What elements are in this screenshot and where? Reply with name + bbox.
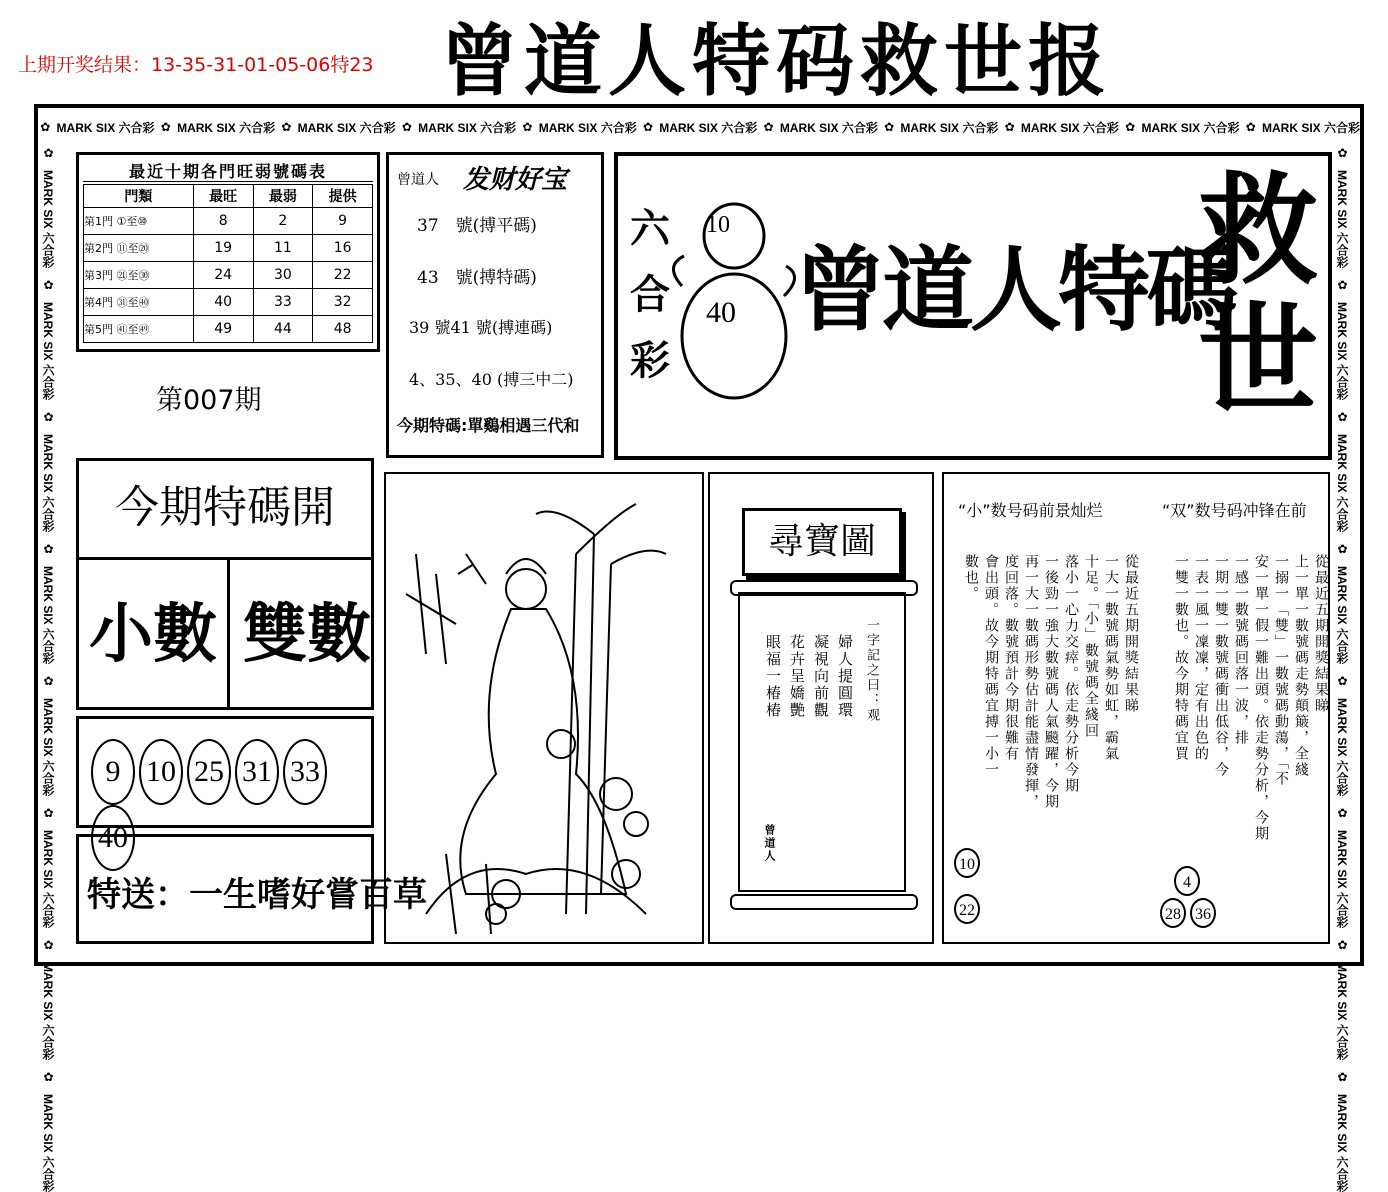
flower-ornament-icon: ✿ [1004, 120, 1015, 134]
brand-label: MARK SIX 六合彩 [538, 120, 637, 135]
recommend-number-circle: 36 [1190, 898, 1216, 928]
flower-ornament-icon: ✿ [41, 674, 56, 689]
newspaper-title: 曾道人特码救世报 [440, 16, 1113, 107]
brand-label: MARK SIX 六合彩 [1020, 120, 1119, 135]
special-code-tip: 今期特碼:單鷄相遇三代和 [397, 416, 580, 435]
table-cell: 44 [253, 316, 313, 343]
brand-label: MARK SIX 六合彩 [41, 434, 55, 533]
gourd-number-top: 10 [706, 212, 730, 238]
brand-label: MARK SIX 六合彩 [1335, 302, 1349, 401]
table-cell: 19 [193, 235, 253, 262]
brand-label: MARK SIX 六合彩 [1262, 120, 1361, 135]
flower-ornament-icon: ✿ [1335, 542, 1350, 557]
gift-panel [76, 834, 427, 944]
brand-label: MARK SIX 六合彩 [1335, 698, 1349, 797]
table-cell: 49 [193, 316, 253, 343]
tips-line: 43 號(搏特碼) [417, 268, 537, 288]
analysis-column: 從最近五期開獎結果睇 [1123, 554, 1139, 714]
gift-text: 特送：一生嗜好嘗百草 [87, 875, 427, 915]
flower-ornament-icon: ✿ [401, 120, 412, 134]
col-header: 門類 [84, 185, 194, 208]
brand-label: MARK SIX 六合彩 [1335, 962, 1349, 1061]
analysis-column: 安一單一假一難出頭。依走勢分析，今期 [1253, 554, 1269, 842]
flower-ornament-icon: ✿ [41, 146, 56, 160]
brand-label: MARK SIX 六合彩 [41, 1094, 55, 1192]
riddle-column: 花卉呈嬌艷 [788, 634, 806, 719]
analysis-heading-right: “双”数号码冲锋在前 [1162, 501, 1307, 520]
brand-label: MARK SIX 六合彩 [779, 120, 878, 135]
table-cell: 第3門 ㉑至㉚ [84, 262, 194, 289]
option-even: 雙數 [243, 597, 371, 672]
analysis-column: 一雙一數也。故今期特碼宜買 [1173, 554, 1189, 762]
table-cell: 8 [193, 208, 253, 235]
brand-label: MARK SIX 六合彩 [41, 698, 55, 797]
table-cell: 第5門 ㊶至㊾ [84, 316, 194, 343]
option-small: 小數 [89, 597, 217, 672]
panel-divider [227, 557, 230, 707]
banner-left-text: 六合彩 [630, 205, 670, 384]
flower-ornament-icon: ✿ [1335, 674, 1350, 689]
treasure-map-title: 尋寶圖 [742, 508, 902, 576]
analysis-column: 一表一風一凜凜，定有出色的 [1193, 554, 1209, 762]
brand-strip-left [40, 146, 70, 1192]
number-circle: 33 [283, 739, 327, 805]
analysis-column: 上一單一數號碼走勢顛簸，全綫 [1293, 554, 1309, 778]
analysis-column: 一期一雙一數號碼衝出低谷，今 [1213, 554, 1229, 778]
tips-line: 4、35、40 (搏三中二) [409, 370, 574, 389]
brand-label: MARK SIX 六合彩 [900, 120, 999, 135]
special-open-title: 今期特碼開 [115, 482, 335, 533]
analysis-column: 一大一數號碼氣勢如虹，霸氣 [1103, 554, 1119, 762]
flower-ornament-icon: ✿ [41, 410, 56, 425]
banner-panel [614, 152, 1332, 460]
number-circle: 31 [235, 739, 279, 805]
table-cell: 第1門 ①至⑩ [84, 208, 194, 235]
lady-with-bamboo-illustration [386, 474, 702, 942]
recommend-number-circle: 22 [954, 894, 980, 924]
analysis-panel [942, 472, 1330, 944]
flower-ornament-icon: ✿ [1125, 120, 1136, 134]
analysis-column: 一搦一「雙」一數號碼動蕩，「不 [1273, 554, 1289, 787]
brand-label: MARK SIX 六合彩 [1335, 830, 1349, 929]
flower-ornament-icon: ✿ [281, 120, 292, 134]
analysis-column: 從最近五期開獎結果睇 [1313, 554, 1329, 714]
table-cell: 第4門 ㉛至㊵ [84, 289, 194, 316]
table-cell: 2 [253, 208, 313, 235]
riddle-column: 婦人提圓環 [836, 634, 854, 719]
table-row [84, 316, 373, 343]
brand-label: MARK SIX 六合彩 [177, 120, 276, 135]
table-cell: 33 [253, 289, 313, 316]
analysis-column: 度回落。數號預計今期很難有 [1003, 554, 1019, 762]
flower-ornament-icon: ✿ [1335, 410, 1350, 425]
table-cell: 9 [313, 208, 373, 235]
riddle-column: 眼福一椿椿 [764, 634, 782, 719]
riddle-column: 一字記之曰：观 [864, 618, 879, 723]
table-cell: 第2門 ⑪至⑳ [84, 235, 194, 262]
brand-strip-top [40, 112, 1360, 142]
table-cell: 32 [313, 289, 373, 316]
table-cell: 16 [313, 235, 373, 262]
analysis-column: 一後勁一強大數號碼人氣飈躍，今期 [1043, 554, 1059, 810]
table-row [84, 235, 373, 262]
flower-ornament-icon: ✿ [1335, 938, 1350, 953]
numbers-panel [76, 716, 374, 854]
brand-label: MARK SIX 六合彩 [41, 170, 55, 269]
treasure-tips-panel [386, 152, 604, 458]
flower-ornament-icon: ✿ [642, 120, 654, 134]
brand-strip-right [1334, 146, 1360, 1192]
analysis-column: 數也。 [963, 554, 979, 602]
table-cell: 48 [313, 316, 373, 343]
banner-main-text: 曾道人特碼 [794, 236, 1235, 344]
brand-label: MARK SIX 六合彩 [297, 120, 396, 135]
number-circle: 9 [91, 739, 135, 805]
flower-ornament-icon: ✿ [1335, 146, 1350, 160]
flower-ornament-icon: ✿ [522, 120, 533, 134]
flower-ornament-icon: ✿ [41, 278, 56, 293]
flower-ornament-icon: ✿ [41, 806, 56, 821]
flower-ornament-icon: ✿ [884, 120, 895, 134]
tips-prefix: 曾道人 [397, 172, 439, 188]
number-circle: 40 [91, 805, 135, 871]
gourd-number-bottom: 40 [706, 296, 736, 329]
recommend-number-circle: 10 [954, 848, 980, 878]
table-title: 最近十期各門旺弱號碼表 [83, 159, 373, 182]
flower-ornament-icon: ✿ [1335, 806, 1350, 821]
hot-cold-table-panel [76, 152, 380, 352]
brand-label: MARK SIX 六合彩 [1335, 434, 1349, 533]
brand-label: MARK SIX 六合彩 [1335, 566, 1349, 665]
treasure-map-panel [708, 472, 934, 944]
riddle-column: 凝視向前觀 [812, 634, 830, 719]
table-cell: 40 [193, 289, 253, 316]
flower-ornament-icon: ✿ [40, 120, 51, 134]
flower-ornament-icon: ✿ [1335, 1070, 1350, 1085]
tips-title: 发财好宝 [463, 165, 568, 195]
panel-divider [79, 557, 371, 560]
table-cell: 24 [193, 262, 253, 289]
table-row [84, 262, 373, 289]
flower-ornament-icon: ✿ [41, 938, 56, 953]
col-header: 最弱 [253, 185, 313, 208]
brand-label: MARK SIX 六合彩 [56, 120, 155, 135]
analysis-heading-left: “小”数号码前景灿烂 [958, 501, 1103, 520]
table-row [84, 208, 373, 235]
analysis-column: 一感一數號碼回落一波，排 [1233, 554, 1249, 746]
flower-ornament-icon: ✿ [41, 542, 56, 557]
flower-ornament-icon: ✿ [763, 120, 774, 134]
col-header: 提供 [313, 185, 373, 208]
recommend-number-circle: 4 [1174, 866, 1200, 896]
table-cell: 22 [313, 262, 373, 289]
brand-label: MARK SIX 六合彩 [1141, 120, 1240, 135]
brand-label: MARK SIX 六合彩 [1335, 170, 1349, 269]
analysis-column: 十足。「小」數號碼全綫回 [1083, 554, 1099, 739]
analysis-column: 再一大一數碼形勢估計能盡情發揮， [1023, 554, 1039, 810]
brand-label: MARK SIX 六合彩 [1335, 1094, 1349, 1192]
banner-right-top: 救 [1198, 160, 1318, 301]
recommend-number-circle: 28 [1160, 898, 1186, 928]
brand-label: MARK SIX 六合彩 [41, 830, 55, 929]
number-circle: 10 [139, 739, 183, 805]
scroll-bottom-rod [730, 894, 918, 910]
special-open-panel [76, 458, 374, 710]
col-header: 最旺 [193, 185, 253, 208]
brand-label: MARK SIX 六合彩 [418, 120, 517, 135]
table-row [84, 289, 373, 316]
analysis-column: 會出頭。故今期特碼宜搏一小一 [983, 554, 999, 778]
last-result-text: 上期开奖结果：13-35-31-01-05-06特23 [18, 54, 374, 76]
analysis-column: 落小一心力交瘁。依走勢分析今期 [1063, 554, 1079, 794]
flower-ornament-icon: ✿ [1245, 120, 1256, 134]
issue-number: 第007期 [156, 385, 262, 416]
hot-cold-table [83, 184, 373, 343]
tips-line: 39 號41 號(搏連碼) [409, 318, 553, 337]
table-cell: 30 [253, 262, 313, 289]
banner-right-bottom: 世 [1198, 290, 1318, 431]
flower-ornament-icon: ✿ [41, 1070, 56, 1085]
brand-label: MARK SIX 六合彩 [659, 120, 758, 135]
brand-label: MARK SIX 六合彩 [41, 566, 55, 665]
table-cell: 11 [253, 235, 313, 262]
number-circle: 25 [187, 739, 231, 805]
flower-ornament-icon: ✿ [160, 120, 171, 134]
flower-ornament-icon: ✿ [1335, 278, 1350, 293]
brand-label: MARK SIX 六合彩 [41, 962, 55, 1061]
riddle-sign: 曾道人 [763, 824, 776, 863]
illustration-panel [384, 472, 704, 944]
brand-label: MARK SIX 六合彩 [41, 302, 55, 401]
tips-line: 37 號(搏平碼) [417, 216, 537, 236]
